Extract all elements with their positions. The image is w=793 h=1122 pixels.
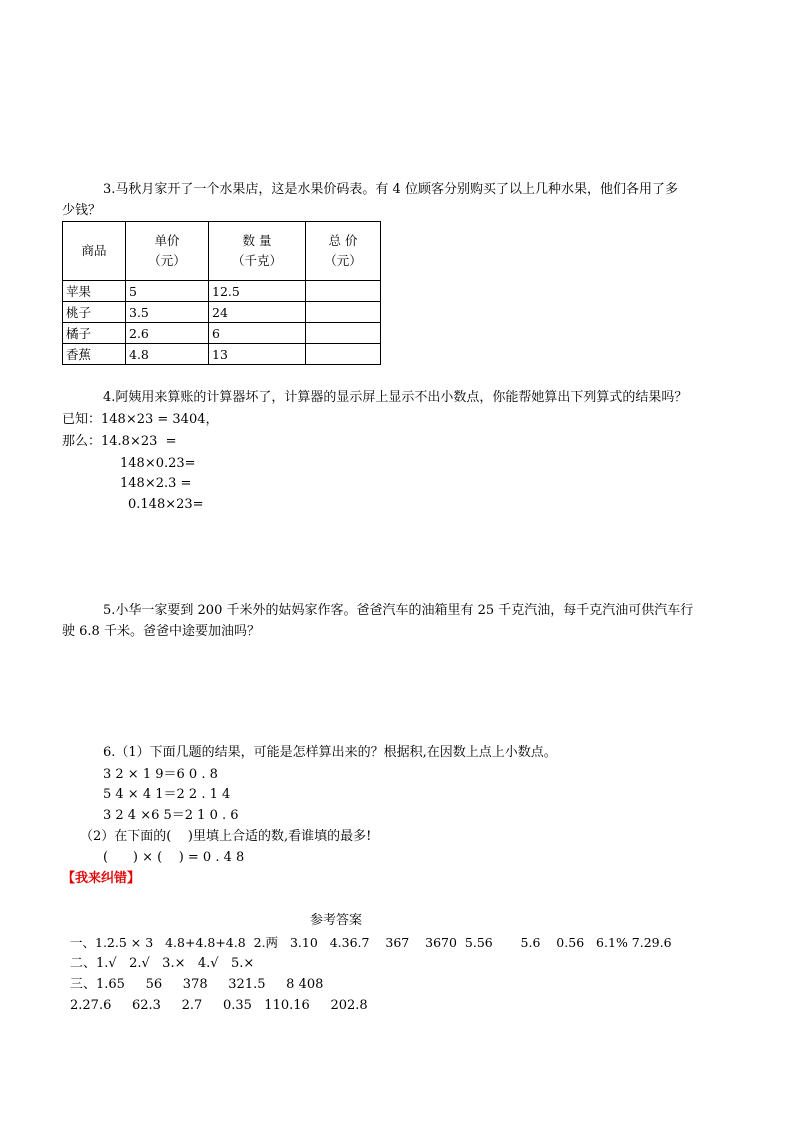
cell-quantity: 6	[209, 323, 306, 344]
section-title-error-correction: 【我来纠错】	[62, 871, 141, 886]
q4-text-line1: 4.阿姨用来算账的计算器坏了，计算器的显示屏上显示不出小数点，你能帮她算出下列算式的结果吗？	[103, 390, 688, 405]
q6-equation: 3 2 4 ×6 5＝2 1 0 . 6	[103, 808, 239, 823]
answers-line: 2.27.6 62.3 2.7 0.35 110.16 202.8	[70, 998, 368, 1013]
table-row	[63, 302, 381, 323]
q4-item: 0.148×23=	[128, 497, 204, 512]
q6-blank-equation: ( ) × ( ) = 0 . 4 8	[103, 850, 245, 865]
cell-product: 苹果	[63, 281, 126, 302]
q6-part2: （2）在下面的( )里填上合适的数,看谁填的最多!	[80, 829, 372, 844]
fruit-price-table	[62, 221, 381, 365]
q6-equation: 3 2 × 1 9＝6 0 . 8	[103, 767, 218, 782]
q3-text-line2: 少钱？	[62, 203, 102, 218]
table-header-row	[63, 222, 381, 281]
answers-line: 三、1.65 56 378 321.5 8 408	[70, 977, 324, 992]
cell-total-price	[306, 323, 381, 344]
cell-product: 桃子	[63, 302, 126, 323]
q3-text-line1: 3.马秋月家开了一个水果店，这是水果价码表。有 4 位顾客分别购买了以上几种水果，他们各用了多	[103, 182, 678, 197]
answers-line: 二、1.√ 2.√ 3.× 4.√ 5.×	[70, 956, 255, 971]
cell-unit-price: 3.5	[126, 302, 209, 323]
q5-text-line1: 5.小华一家要到 200 千米外的姑妈家作客。爸爸汽车的油箱里有 25 千克汽油，每千克汽油可供汽车行	[103, 603, 694, 618]
table-row	[63, 323, 381, 344]
header-total-price: 总 价 （元）	[306, 222, 381, 281]
cell-quantity: 12.5	[209, 281, 306, 302]
answers-line: 一、1.2.5 × 3 4.8+4.8+4.8 2.两 3.10 4.36.7 367 3670 5.56 5.6 0.56 6.1% 7.29.6	[70, 935, 672, 950]
cell-quantity: 13	[209, 344, 306, 365]
q6-text-line1: 6.（1）下面几题的结果，可能是怎样算出来的？根据积,在因数上点上小数点。	[103, 745, 557, 760]
header-unit-price: 单价 （元）	[126, 222, 209, 281]
header-product: 商品	[63, 222, 126, 281]
cell-total-price	[306, 344, 381, 365]
q5-text-line2: 驶 6.8 千米。爸爸中途要加油吗？	[62, 624, 260, 639]
cell-total-price	[306, 281, 381, 302]
q4-item: 148×0.23=	[120, 456, 196, 471]
table-row	[63, 344, 381, 365]
cell-product: 橘子	[63, 323, 126, 344]
cell-unit-price: 5	[126, 281, 209, 302]
q6-equation: 5 4 × 4 1＝2 2 . 1 4	[103, 787, 231, 802]
cell-quantity: 24	[209, 302, 306, 323]
table-row	[63, 281, 381, 302]
q4-known: 已知：148×23 = 3404，	[62, 412, 219, 427]
cell-product: 香蕉	[63, 344, 126, 365]
answers-title: 参考答案	[310, 913, 363, 928]
q4-item: 148×2.3 =	[120, 476, 192, 491]
cell-unit-price: 4.8	[126, 344, 209, 365]
q4-then: 那么：14.8×23 =	[62, 434, 177, 449]
cell-unit-price: 2.6	[126, 323, 209, 344]
header-quantity: 数 量 （千克）	[209, 222, 306, 281]
cell-total-price	[306, 302, 381, 323]
